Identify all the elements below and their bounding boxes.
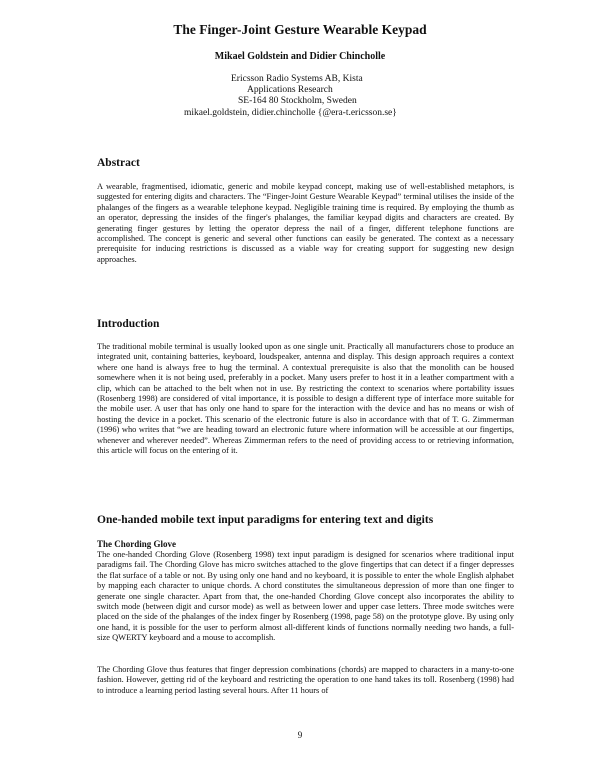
affiliation-email: mikael.goldstein, didier.chincholle {@era-t.ericsson.se} <box>184 108 397 118</box>
authors: Mikael Goldstein and Didier Chincholle <box>214 51 386 62</box>
affiliation-address: SE-164 80 Stockholm, Sweden <box>238 96 357 106</box>
chording-glove-paragraph-2: The Chording Glove thus features that finger depression combinations (chords) are mapped to characters in a many-to-one fashion. However, getting rid of the keyboard and restricting the operation to one hand takes its toll. Rosenberg (1998) had to introduce a learning period lasting several hours. After 11 hours of <box>97 665 514 695</box>
chording-glove-subheading: The Chording Glove <box>97 539 177 549</box>
introduction-heading: Introduction <box>97 318 160 330</box>
one-handed-heading: One-handed mobile text input paradigms for entering text and digits <box>97 514 434 526</box>
abstract-heading: Abstract <box>97 157 140 169</box>
paper-title: The Finger-Joint Gesture Wearable Keypad <box>173 22 427 37</box>
affiliation-organization: Ericsson Radio Systems AB, Kista <box>231 74 363 84</box>
page-number: 9 <box>297 730 303 740</box>
introduction-text: The traditional mobile terminal is usually looked upon as one single unit. Practically all manufacturers chose to produce an integrated unit, containing batteries, keyboard, loudspeaker, antenna and display. This design approach requires a context where one hand is always free to hug the terminal. A contextual prerequisite is also that the monolith can be housed somewhere when it is not being used, preferably in a pocket. Many users prefer to host it in a leather compartment with a clip, which can be attached to the belt when not in use. By restricting the context to scenarios where portability issues (Rosenberg 1998) are considered of vital importance, it is possible to design a different type of interface more suitable for the mobile user. A user that has only one hand to spare for the interaction with the device and has no means or wish of hosting the device in a pocket. This scenario of the electronic future is also in accordance with that of T. G. Zimmerman (1996) who writes that “we are heading toward an electronic future where information will be accessible at our fingertips, whenever and wherever needed”. Whereas Zimmerman refers to the need of providing access to or retrieving information, this article will focus on the entering of it. <box>97 342 514 456</box>
chording-glove-paragraph-1: The one-handed Chording Glove (Rosenberg 1998) text input paradigm is designed for scenarios where traditional input paradigms fail. The Chording Glove has micro switches attached to the glove fingertips that can detect if a finger depresses the flat surface of a table or not. By using only one hand and no keyboard, it is possible to enter the whole English alphabet by mapping each character to unique chords. A chord constitutes the simultaneous depression of more than one finger to generate one single character. Apart from that, the one-handed Chording Glove concept also incorporates the ability to switch mode (between digit and cursor mode) as well as between lower and upper case letters. Three mode switches were placed on the side of the phalanges of the index finger by Rosenberg (1998, page 58) on the prototype glove. By using only one hand, it is possible for the user to perform almost all-different kinds of functions normally needing two hands, a full-size QWERTY keyboard and a mouse to accomplish. <box>97 550 514 643</box>
affiliation-department: Applications Research <box>247 85 333 95</box>
abstract-text: A wearable, fragmentised, idiomatic, generic and mobile keypad concept, making use of well-established metaphors, is suggested for entering digits and characters. The “Finger-Joint Gesture Wearable Keypad” terminal utilises the inside of the phalanges of the fingers as a wearable telephone keypad. Negligible training time is required. By employing the thumb as an operator, depressing the insides of the finger's phalanges, the familiar keypad digits and characters are created. By generating finger gestures by letting the operator depress the nail of a finger, different telephone functions are accomplished. The concept is generic and several other functions can easily be generated. The context as a necessary prerequisite for inducing restrictions is discussed as a viable way for creating support for suggesting new design approaches. <box>97 182 514 264</box>
